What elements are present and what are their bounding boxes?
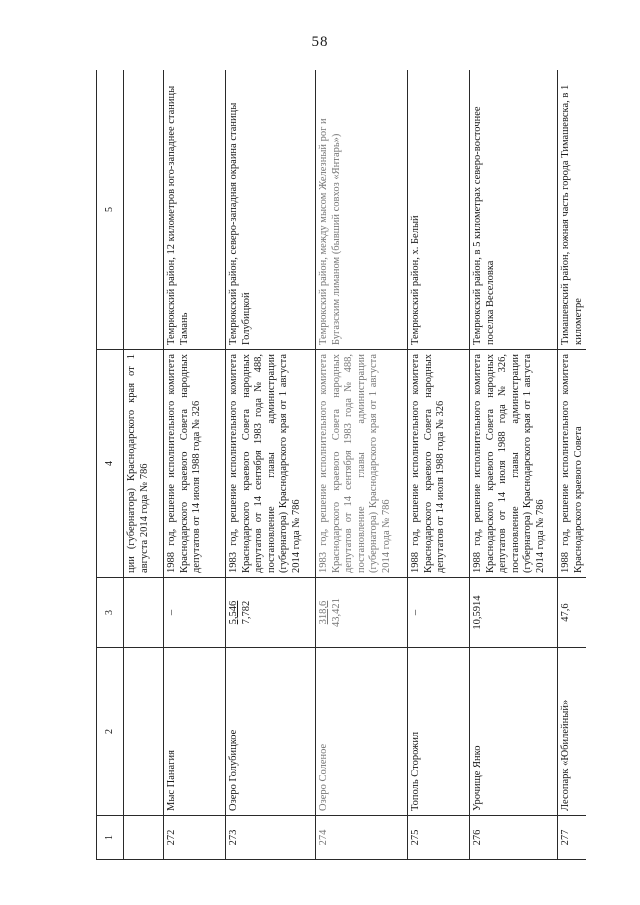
row-name: Озеро Соленое xyxy=(316,648,408,816)
row-document: 1988 год, решение исполнительного комитета Краснодарского краевого Совета народных депутатов от 14 июля 1988 года № 326 xyxy=(408,350,470,578)
row-document: 1988 год, решение исполнительного комитета Краснодарского краевого Совета народных депутатов от 14 июля 1988 года № 326, постановление главы администрации (губернатора) Краснодарского края от 1 августа 2014 года № 786 xyxy=(470,350,558,578)
row-location: Темрюкский район, х. Белый xyxy=(408,70,470,350)
row-document: 1988 год, решение исполнительного комитета Краснодарского краевого Совета xyxy=(558,350,587,578)
row-location: Темрюкский район, в 5 километрах северо-восточнее поселка Веселовка xyxy=(470,70,558,350)
row-name: Тополь Сторожил xyxy=(408,648,470,816)
header-cell: 3 xyxy=(97,578,124,648)
row-area: 5,546 7,782 xyxy=(226,578,316,648)
row-number: 274 xyxy=(316,816,408,860)
row-area: 47,6 xyxy=(558,578,587,648)
natural-monuments-table xyxy=(96,70,586,860)
table-row xyxy=(226,70,316,860)
row-location: Темрюкский район, между мысом Железный рог и Бугазским лиманом (бывший совхоз «Янтарь») xyxy=(316,70,408,350)
row-area: – xyxy=(408,578,470,648)
header-row xyxy=(97,70,124,860)
header-cell: 2 xyxy=(97,648,124,816)
header-cell: 4 xyxy=(97,350,124,578)
row-location: Тимашевский район, южная часть города Тимашевска, в 1 километре xyxy=(558,70,587,350)
row-name: Урочище Янко xyxy=(470,648,558,816)
row-area: 318,6 43,421 xyxy=(316,578,408,648)
row-document: 1983 год, решение исполнительного комитета Краснодарского краевого Совета народных депутатов от 14 сентября 1983 года № 488, постановление главы администрации (губернатора) Краснодарского края от 1 августа 2014 года № 786 xyxy=(226,350,316,578)
header-cell: 5 xyxy=(97,70,124,350)
row-number: 276 xyxy=(470,816,558,860)
row-number: 275 xyxy=(408,816,470,860)
continuation-row xyxy=(124,70,164,860)
row-name: Мыс Панагия xyxy=(164,648,226,816)
rotated-table xyxy=(96,70,586,860)
table-row xyxy=(408,70,470,860)
row-number: 277 xyxy=(558,816,587,860)
table-row xyxy=(164,70,226,860)
row-area: – xyxy=(164,578,226,648)
table-row xyxy=(558,70,587,860)
continuation-text: ции (губернатора) Краснодарского края от 1 августа 2014 года № 786 xyxy=(124,350,164,578)
table-row xyxy=(470,70,558,860)
row-document: 1988 год, решение исполнительного комитета Краснодарского краевого Совета народных депутатов от 14 июля 1988 года № 326 xyxy=(164,350,226,578)
row-name: Лесопарк «Юбилейный» xyxy=(558,648,587,816)
row-number: 272 xyxy=(164,816,226,860)
header-cell: 1 xyxy=(97,816,124,860)
row-location: Темрюкский район, 12 километров юго-западнее станицы Тамань xyxy=(164,70,226,350)
rotated-table-frame xyxy=(96,70,586,860)
row-area: 10,5914 xyxy=(470,578,558,648)
table-row xyxy=(316,70,408,860)
row-document: 1983 год, решение исполнительного комитета Краснодарского краевого Совета народных депутатов от 14 сентября 1983 года № 488, постановление главы администрации (губернатора) Краснодарского края от 1 августа 2014 года № 786 xyxy=(316,350,408,578)
row-number: 273 xyxy=(226,816,316,860)
row-name: Озеро Голубицкое xyxy=(226,648,316,816)
page-number: 58 xyxy=(311,34,329,50)
row-location: Темрюкский район, северо-западная окраина станицы Голубицкой xyxy=(226,70,316,350)
